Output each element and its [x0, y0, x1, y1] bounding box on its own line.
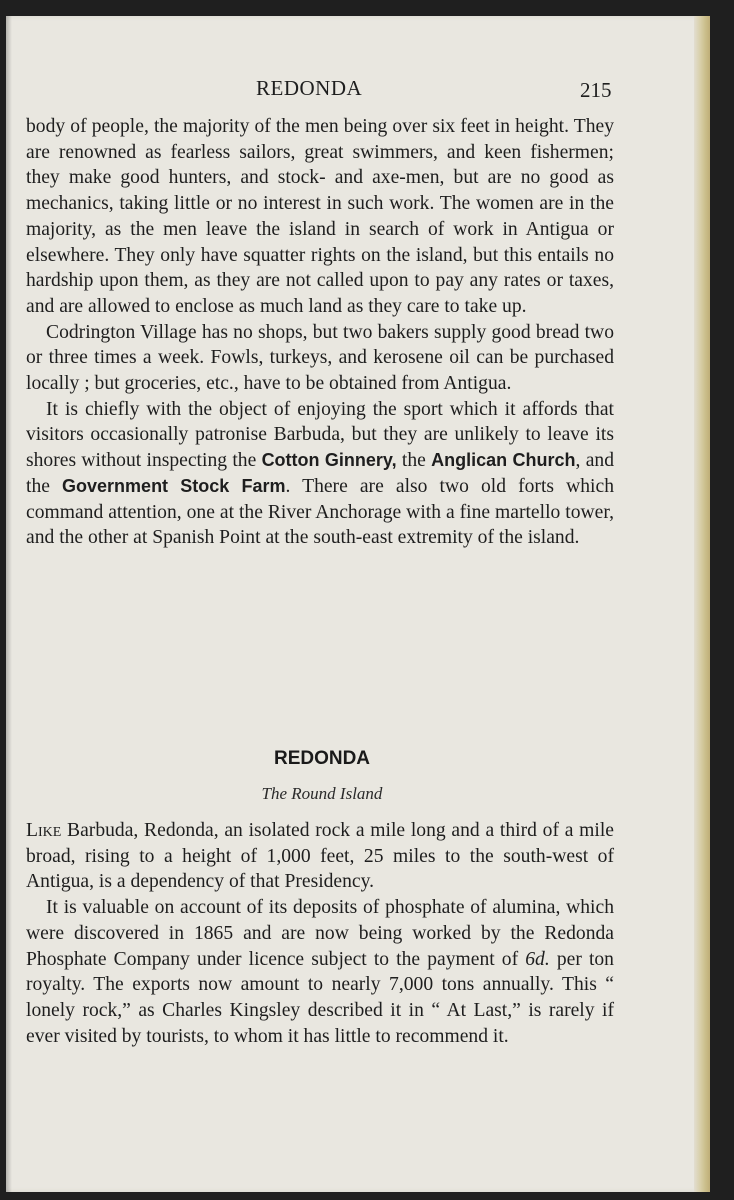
- italic-term: 6d.: [525, 948, 550, 970]
- paragraph: [26, 397, 614, 551]
- paragraph: [26, 895, 614, 1049]
- book-page: [6, 16, 710, 1192]
- text-run: per ton royalty. The exports now amount to nearly 7,000 tons annually. This “ lonely rock,” as Charles Kingsley described it in “ At Last,” is rarely if ever visited by tourists, to whom it has little to recommend it.: [26, 948, 614, 1047]
- page-number: 215: [580, 78, 612, 102]
- text-run: Barbuda, Redonda, an isolated rock a mile long and a third of a mile broad, rising to a height of 1,000 feet, 25 miles to the south-west of Antigua, is a dependency of that Presidency.: [26, 820, 614, 893]
- bold-term: Government Stock Farm: [62, 475, 286, 496]
- running-title: REDONDA: [256, 76, 363, 100]
- text-run: It is valuable on account of its deposits of phosphate of alumina, which were discovered in 1865 and are now being worked by the Redonda Phosphate Company under licence subject to the payment of: [26, 897, 614, 970]
- running-header: [6, 76, 696, 108]
- paragraph: body of people, the majority of the men being over six feet in height. They are renowned as fearless sailors, great swimmers, and keen fishermen; they make good hunters, and stock- and axe-men, but are no good as mechanics, taking little or no interest in such work. The women are in the majority, as the men leave the island in search of work in Antigua or elsewhere. They only have squatter rights on the island, but this entails no hardship upon them, as they are not called upon to pay any rates or taxes, and are allowed to enclose as much land as they care to take up.: [26, 116, 614, 317]
- text-run: , and the: [26, 450, 615, 497]
- bold-term: Anglican Church: [431, 450, 576, 471]
- text-run: It is chiefly with the object of enjoying the sport which it affords that visitors occasionally patronise Barbuda, but they are unlikely to leave its shores without inspecting the: [26, 398, 614, 472]
- gutter-shadow: [6, 16, 12, 1192]
- section-text: [26, 818, 614, 1049]
- body-text: [26, 114, 614, 551]
- bold-term: Cotton Ginnery,: [261, 450, 397, 471]
- text-run: . There are also two old forts which command attention, one at the River Anchorage with a fine martello tower, and the other at Spanish Point at the south-east extremity of the island.: [26, 475, 614, 549]
- lead-word: Like: [26, 820, 62, 841]
- paragraph: Codrington Village has no shops, but two bakers supply good bread two or three times a week. Fowls, turkeys, and kerosene oil can be purchased locally ; but groceries, etc., have to be obtained from Antigua.: [26, 321, 614, 395]
- text-run: the: [396, 450, 432, 472]
- section-heading: REDONDA: [273, 748, 371, 769]
- paragraph: [26, 818, 614, 895]
- section-subtitle: The Round Island: [261, 784, 383, 803]
- page-edge: [694, 16, 710, 1192]
